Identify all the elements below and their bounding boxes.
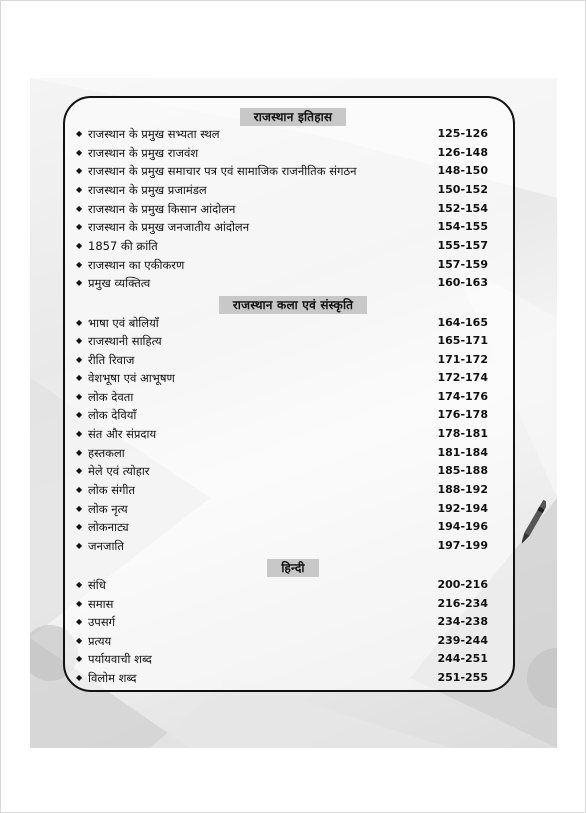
toc-title: राजस्थान के प्रमुख प्रजामंडल	[88, 183, 207, 197]
bullet-icon: ◆	[76, 222, 83, 231]
toc-pages: 125-126	[437, 127, 488, 140]
toc-title: राजस्थान के प्रमुख सभ्यता स्थल	[88, 127, 220, 141]
toc-row[interactable]	[76, 125, 490, 143]
toc-row[interactable]	[76, 332, 490, 350]
toc-title: प्रमुख व्यक्तित्व	[88, 276, 151, 290]
toc-pages: 251-255	[437, 671, 488, 684]
toc-pages: 154-155	[437, 220, 488, 233]
toc-row[interactable]	[76, 613, 490, 631]
toc-title: जनजाति	[88, 539, 124, 553]
toc-row[interactable]	[76, 425, 490, 443]
section-header: हिन्दी	[0, 557, 586, 575]
toc-row[interactable]	[76, 351, 490, 369]
toc-title: राजस्थान के प्रमुख राजवंश	[88, 146, 199, 160]
toc-title: विलोम शब्द	[88, 671, 137, 685]
toc-title: लोक देवता	[88, 390, 134, 404]
section-header: राजस्थान इतिहास	[0, 106, 586, 124]
toc-title: लोकनाट्य	[88, 520, 129, 534]
toc-pages: 188-192	[437, 483, 488, 496]
toc-title: पर्यायवाची शब्द	[88, 652, 152, 666]
toc-row[interactable]	[76, 650, 490, 668]
bullet-icon: ◆	[76, 599, 83, 608]
toc-pages: 192-194	[437, 502, 488, 515]
toc-title: 1857 की क्रांति	[88, 239, 158, 253]
section-header: राजस्थान कला एवं संस्कृति	[0, 294, 586, 312]
toc-title: भाषा एवं बोलियाँ	[88, 316, 159, 330]
bullet-icon: ◆	[76, 429, 83, 438]
toc-pages: 160-163	[437, 276, 488, 289]
toc-row[interactable]	[76, 444, 490, 462]
toc-title: उपसर्ग	[88, 615, 116, 629]
toc-pages: 174-176	[437, 390, 488, 403]
toc-pages: 164-165	[437, 316, 488, 329]
toc-row[interactable]	[76, 314, 490, 332]
toc-title: समास	[88, 597, 114, 611]
toc-title: राजस्थान के प्रमुख समाचार पत्र एवं सामाजिक राजनीतिक संगठन	[88, 164, 357, 178]
bullet-icon: ◆	[76, 673, 83, 682]
toc-row[interactable]	[76, 595, 490, 613]
toc-title: संधि	[88, 578, 106, 592]
bullet-icon: ◆	[76, 185, 83, 194]
bullet-icon: ◆	[76, 373, 83, 382]
toc-pages: 239-244	[437, 634, 488, 647]
toc-row[interactable]	[76, 200, 490, 218]
toc-title: प्रत्यय	[88, 634, 112, 648]
toc-row[interactable]	[76, 369, 490, 387]
toc-row[interactable]	[76, 388, 490, 406]
toc-row[interactable]	[76, 218, 490, 236]
bullet-icon: ◆	[76, 485, 83, 494]
toc-row[interactable]	[76, 576, 490, 594]
toc-title: लोक देवियाँ	[88, 408, 137, 422]
bullet-icon: ◆	[76, 654, 83, 663]
toc-pages: 181-184	[437, 446, 488, 459]
toc-row[interactable]	[76, 144, 490, 162]
toc-row[interactable]	[76, 274, 490, 292]
bullet-icon: ◆	[76, 410, 83, 419]
toc-title: राजस्थान का एकीकरण	[88, 258, 185, 272]
bullet-icon: ◆	[76, 336, 83, 345]
toc-pages: 216-234	[437, 597, 488, 610]
toc-pages: 126-148	[437, 146, 488, 159]
toc-row[interactable]	[76, 537, 490, 555]
toc-row[interactable]	[76, 256, 490, 274]
toc-pages: 148-150	[437, 164, 488, 177]
toc-title: राजस्थान के प्रमुख किसान आंदोलन	[88, 202, 236, 216]
toc-pages: 165-171	[437, 334, 488, 347]
toc-pages: 234-238	[437, 615, 488, 628]
toc-pages: 200-216	[437, 578, 488, 591]
bullet-icon: ◆	[76, 541, 83, 550]
toc-pages: 171-172	[437, 353, 488, 366]
toc-row[interactable]	[76, 181, 490, 199]
bullet-icon: ◆	[76, 466, 83, 475]
pen-icon	[522, 492, 546, 552]
bullet-icon: ◆	[76, 580, 83, 589]
bullet-icon: ◆	[76, 260, 83, 269]
bullet-icon: ◆	[76, 318, 83, 327]
toc-pages: 185-188	[437, 464, 488, 477]
toc-pages: 194-196	[437, 520, 488, 533]
toc-pages: 150-152	[437, 183, 488, 196]
toc-pages: 244-251	[437, 652, 488, 665]
bullet-icon: ◆	[76, 129, 83, 138]
toc-row[interactable]	[76, 518, 490, 536]
toc-row[interactable]	[76, 500, 490, 518]
bullet-icon: ◆	[76, 504, 83, 513]
toc-pages: 178-181	[437, 427, 488, 440]
bullet-icon: ◆	[76, 355, 83, 364]
bullet-icon: ◆	[76, 148, 83, 157]
toc-pages: 155-157	[437, 239, 488, 252]
toc-title: वेशभूषा एवं आभूषण	[88, 371, 175, 385]
toc-title: लोक संगीत	[88, 483, 136, 497]
toc-title: संत और संप्रदाय	[88, 427, 157, 441]
bullet-icon: ◆	[76, 241, 83, 250]
toc-title: हस्तकला	[88, 446, 125, 460]
bullet-icon: ◆	[76, 204, 83, 213]
toc-row[interactable]	[76, 406, 490, 424]
toc-row[interactable]	[76, 632, 490, 650]
bullet-icon: ◆	[76, 636, 83, 645]
toc-pages: 157-159	[437, 258, 488, 271]
toc-title: राजस्थान के प्रमुख जनजातीय आंदोलन	[88, 220, 250, 234]
bullet-icon: ◆	[76, 448, 83, 457]
toc-title: राजस्थानी साहित्य	[88, 334, 162, 348]
bullet-icon: ◆	[76, 166, 83, 175]
toc-pages: 152-154	[437, 202, 488, 215]
toc-title: रीति रिवाज	[88, 353, 135, 367]
bullet-icon: ◆	[76, 278, 83, 287]
toc-row[interactable]	[76, 162, 490, 180]
toc-title: लोक नृत्य	[88, 502, 128, 516]
toc-row[interactable]	[76, 481, 490, 499]
toc-row[interactable]	[76, 237, 490, 255]
bullet-icon: ◆	[76, 617, 83, 626]
bullet-icon: ◆	[76, 522, 83, 531]
toc-title: मेले एवं त्योहार	[88, 464, 150, 478]
bullet-icon: ◆	[76, 392, 83, 401]
toc-pages: 176-178	[437, 408, 488, 421]
toc-pages: 197-199	[437, 539, 488, 552]
toc-row[interactable]	[76, 669, 490, 687]
toc-row[interactable]	[76, 462, 490, 480]
toc-pages: 172-174	[437, 371, 488, 384]
